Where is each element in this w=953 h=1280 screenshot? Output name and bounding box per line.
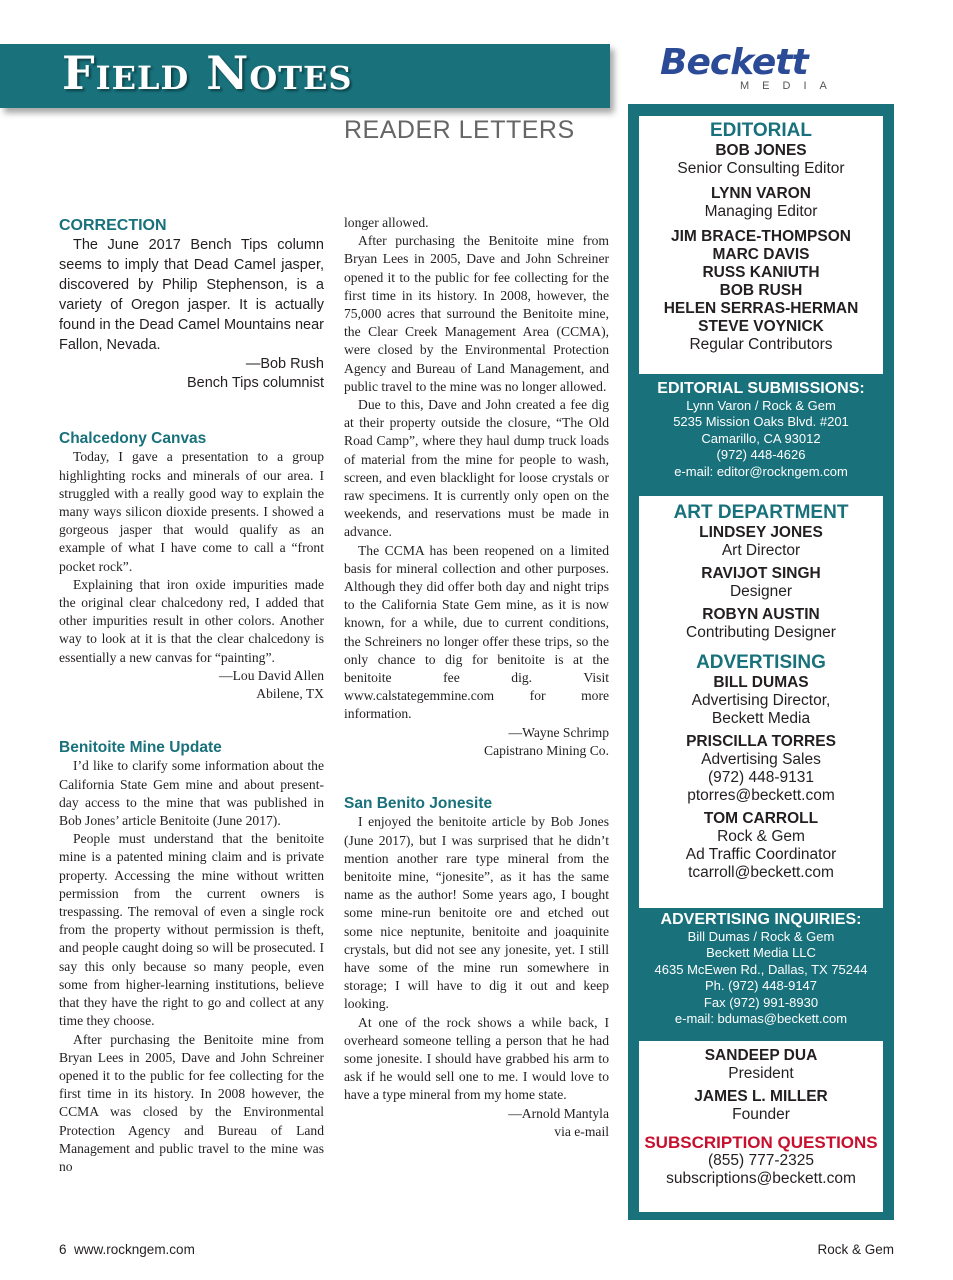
correction-signature-name: —Bob Rush <box>245 356 324 373</box>
editorial-submissions <box>628 380 894 480</box>
advertising-heading: ADVERTISING <box>696 652 826 673</box>
correction-heading: CORRECTION <box>59 217 167 234</box>
staff-name: MARC DAVIS <box>712 246 810 263</box>
jonesite-heading: San Benito Jonesite <box>344 795 493 813</box>
footer-website: www.rockngem.com <box>74 1242 195 1257</box>
benitoite-signature-place: Capistrano Mining Co. <box>484 742 609 758</box>
staff-role: Advertising Sales <box>701 751 821 768</box>
footer-magazine-name: Rock & Gem <box>817 1242 894 1257</box>
inquiries-heading: ADVERTISING INQUIRIES: <box>660 911 862 928</box>
page-number: 6 <box>59 1242 67 1257</box>
staff-name: STEVE VOYNICK <box>698 318 824 335</box>
staff-name: BILL DUMAS <box>713 674 809 691</box>
staff-name: RUSS KANIUTH <box>702 264 820 281</box>
staff-name: LINDSEY JONES <box>699 524 823 541</box>
benitoite-paragraph: People must understand that the benitoite mine is a patented mining claim and is private property. Accessing the mine without written permission from the current owners is trespassing. The removal of even a single rock from the property without permission is theft, and people caught doing so will be prosecuted. I say this only because so many people, even some from higher-learning institutions, believe that they have the right to go and collect at any time they choose. <box>59 831 324 1029</box>
benitoite-heading: Benitoite Mine Update <box>59 739 222 757</box>
benitoite-paragraph: I’d like to clarify some information about the California State Gem mine and about present-day access to the mine that was published in Bob Jones’ article Benitoite (June 2017). <box>59 758 324 829</box>
inquiries-line: Ph. (972) 448-9147 <box>704 978 818 994</box>
staff-role: Contributing Designer <box>686 624 836 641</box>
masthead-panel <box>628 104 894 1220</box>
submissions-line: Lynn Varon / Rock & Gem <box>686 398 836 413</box>
staff-role: President <box>728 1065 794 1082</box>
staff-role: Founder <box>732 1106 790 1123</box>
inquiries-line: e-mail: bdumas@beckett.com <box>674 1011 848 1027</box>
editorial-box <box>639 116 883 374</box>
correction-body: The June 2017 Bench Tips column seems to imply that Dead Camel jasper, discovered by Philip Stephenson, is a variety of Oregon jasper. It is actually found in the Dead Camel Mountains near Fallon, Nevada. <box>59 237 324 354</box>
chalcedony-paragraph: Today, I gave a presentation to a group highlighting rocks and minerals of our area. I struggled with a really good way to explain the many ways silicon dioxide presents. I showed a gorgeous jasper that would qualify as an example of what I have come to call a “front pocket rock”. <box>59 449 324 574</box>
beckett-media-logo <box>660 42 860 92</box>
inquiries-line: 4635 McEwen Rd., Dallas, TX 75244 <box>654 961 868 977</box>
correction-signature-place: Bench Tips columnist <box>186 375 324 392</box>
staff-name: PRISCILLA TORRES <box>686 733 836 750</box>
jonesite-signature-place: via e-mail <box>554 1123 609 1139</box>
jonesite-signature-name: —Arnold Mantyla <box>508 1105 609 1121</box>
jonesite-paragraph: At one of the rock shows a while back, I overheard someone telling a person that he had some jonesite. I should have grabbed his arm to ask if he would sell one to me. I would love to have a type mineral from my home state. <box>344 1014 609 1103</box>
jonesite-paragraph: I enjoyed the benitoite article by Bob Jones (June 2017), but I was surprised that he didn’t mention another rare type mineral from the benitoite mine, “jonesite”, as it has the same name as the author! Some years ago, I bought some mine-run benitoite ore and etched out some nice neptunite, benitoite and joaquinite crystals, but did not see any jonesite, yet. I still have some of the mine run somewhere in storage; I will have to dig it out and keep looking. <box>344 814 609 1012</box>
benitoite-paragraph: After purchasing the Benitoite mine from Bryan Lees in 2005, Dave and John Schreiner opened it to the public for fee collecting for the first time in its history. In 2008 however, the CCMA was closed by the Environmental Protection Agency and Bureau of Land Management and public travel to the mine was no <box>59 1031 324 1174</box>
staff-role: Art Director <box>721 542 801 559</box>
submissions-heading: EDITORIAL SUBMISSIONS: <box>657 380 865 397</box>
staff-name: BOB RUSH <box>719 282 803 299</box>
section-title: READER LETTERS <box>344 116 575 144</box>
staff-name: LYNN VARON <box>711 185 811 202</box>
submissions-line: Camarillo, CA 93012 <box>701 430 821 446</box>
chalcedony-heading: Chalcedony Canvas <box>59 430 207 448</box>
staff-email: tcarroll@beckett.com <box>688 864 834 881</box>
left-column <box>59 217 324 1176</box>
logo-subtitle: MEDIA <box>740 80 840 92</box>
advertising-inquiries <box>628 911 894 1027</box>
staff-name: SANDEEP DUA <box>704 1047 818 1064</box>
staff-email: ptorres@beckett.com <box>687 787 835 804</box>
staff-role: Advertising Director, <box>691 692 831 709</box>
subscription-phone: (855) 777-2325 <box>708 1152 814 1169</box>
staff-role: Rock & Gem <box>717 828 805 845</box>
art-heading: ART DEPARTMENT <box>673 502 849 523</box>
staff-name: RAVIJOT SINGH <box>701 565 821 582</box>
editorial-heading: EDITORIAL <box>709 120 813 141</box>
inquiries-line: Beckett Media LLC <box>706 945 816 961</box>
footer-left <box>59 1242 195 1257</box>
corporate-box <box>639 1041 883 1212</box>
submissions-line: e-mail: editor@rockngem.com <box>674 463 848 479</box>
staff-phone: (972) 448-9131 <box>708 769 814 786</box>
banner-title: Field Notes <box>62 46 353 100</box>
submissions-line: (972) 448-4626 <box>716 447 806 463</box>
benitoite-paragraph-continued: longer allowed. <box>344 215 429 230</box>
benitoite-paragraph: The CCMA has been reopened on a limited basis for mineral collection and other purposes. Although they did offer both day and night trips to the California State Gem mine, as it is now known, for a while, due to current conditions, the Schreiners no longer offer these trips, so the only chance to dig for benitoite is at the benitoite fee dig. Visit www.calstategemmine.com for more information. <box>344 542 609 722</box>
staff-name: TOM CARROLL <box>703 810 819 827</box>
staff-name: BOB JONES <box>715 142 807 159</box>
staff-role: Ad Traffic Coordinator <box>685 846 837 863</box>
art-advertising-box <box>639 496 883 908</box>
logo-wordmark: Beckett <box>660 42 808 83</box>
chalcedony-signature-place: Abilene, TX <box>256 686 324 702</box>
subscription-heading: SUBSCRIPTION QUESTIONS <box>644 1133 878 1152</box>
inquiries-line: Fax (972) 991-8930 <box>703 994 819 1010</box>
staff-role: Designer <box>729 583 793 600</box>
staff-role: Managing Editor <box>704 203 818 220</box>
staff-name: JAMES L. MILLER <box>694 1088 828 1105</box>
submissions-line: 5235 Mission Oaks Blvd. #201 <box>673 414 849 430</box>
staff-role: Senior Consulting Editor <box>677 160 845 177</box>
staff-name: ROBYN AUSTIN <box>702 606 820 623</box>
staff-role: Regular Contributors <box>689 336 833 353</box>
chalcedony-paragraph: Explaining that iron oxide impurities made the original clear chalcedony red, I added that other impurities result in other colors. Another way to look at it is that the clear chalcedony is essentially a new canvas for “painting”. <box>59 576 324 665</box>
benitoite-signature-name: —Wayne Schrimp <box>508 724 609 740</box>
staff-name: JIM BRACE-THOMPSON <box>671 228 851 245</box>
staff-name: HELEN SERRAS-HERMAN <box>663 300 859 317</box>
staff-role: Beckett Media <box>711 710 811 727</box>
subscription-email: subscriptions@beckett.com <box>666 1170 856 1187</box>
chalcedony-signature-name: —Lou David Allen <box>219 667 324 683</box>
benitoite-paragraph: After purchasing the Benitoite mine from Bryan Lees in 2005, Dave and John Schreiner opened it to the public for fee collecting for the first time in its history. In 2008, however, the 75,000 acres that surround the Benitoite mine, the Clear Creek Management Area (CCMA), were closed by the Environmental Protection Agency and Bureau of Land Management, and public travel to the mine was no longer allowed. <box>344 233 609 394</box>
inquiries-line: Bill Dumas / Rock & Gem <box>687 929 835 944</box>
middle-column <box>344 214 609 1141</box>
benitoite-paragraph: Due to this, Dave and John created a fee dig at their property outside the closure, “The Old Road Camp”, where they haul dump truck loads of material from the mine for people to wash, screen, and even blacklight for loose crystals or raw specimens. It is currently only open on the weekends, and reservations must be made in advance. <box>344 397 609 540</box>
